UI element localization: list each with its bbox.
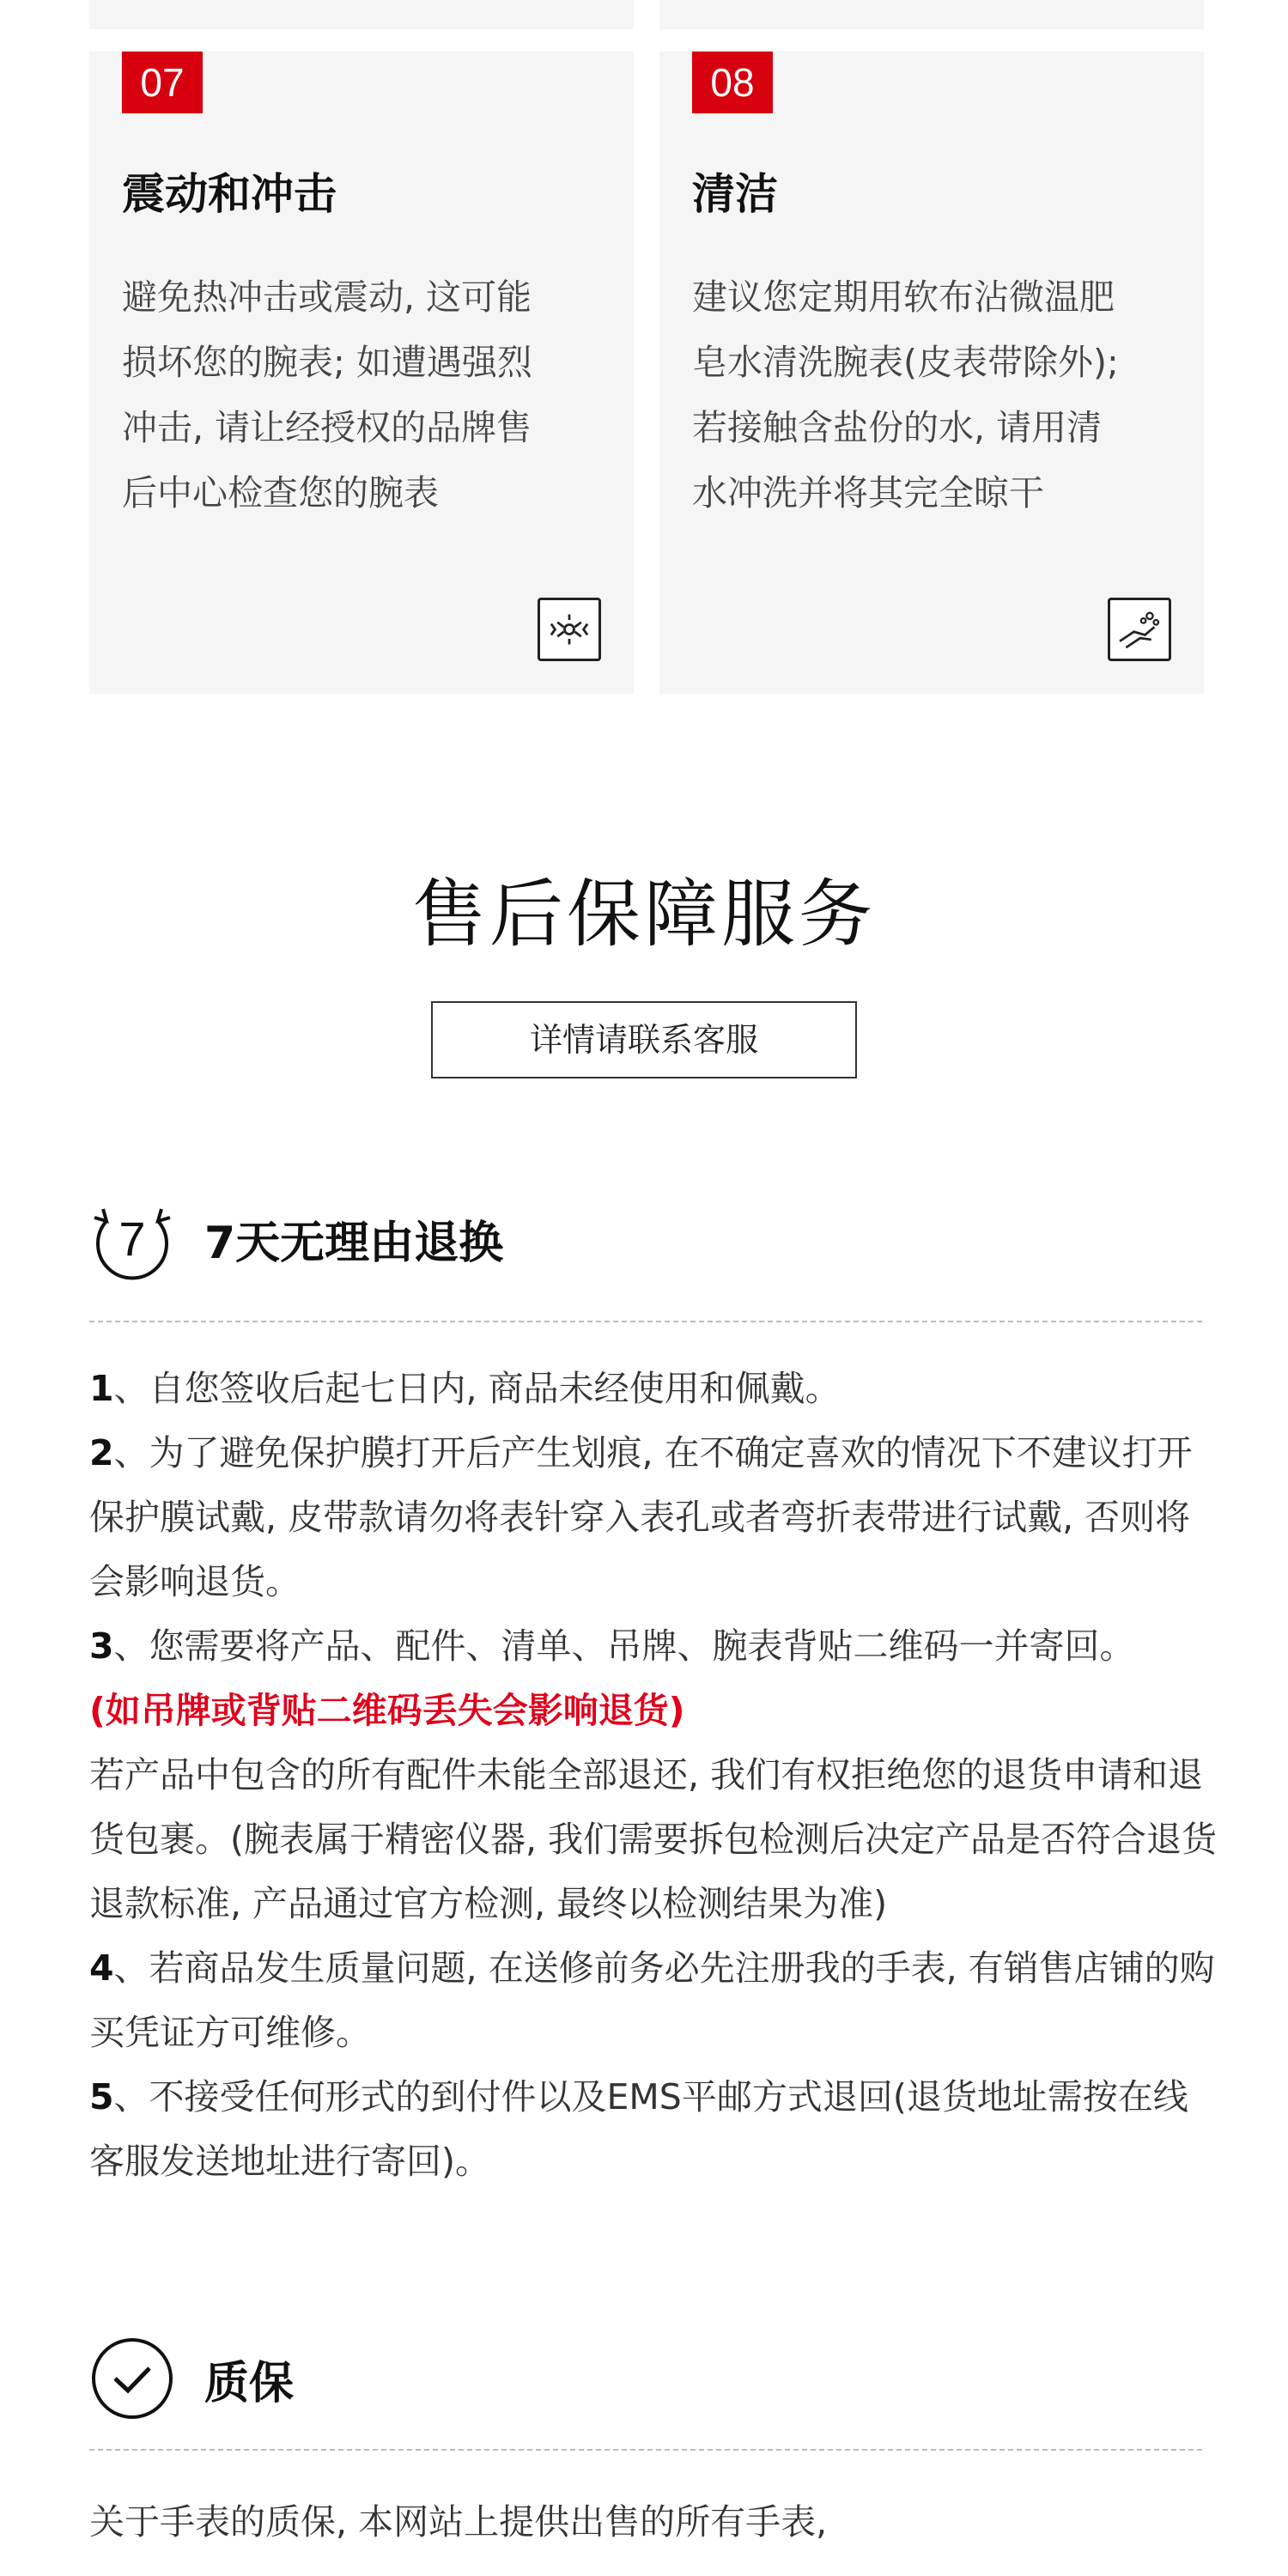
return-policy-header [89,1195,503,1281]
list-item: 4、若商品发生质量问题, 在送修前务必先注册我的手表, 有销售店铺的购买凭证方可维修。 [89,1947,1215,2053]
list-item: 2、为了避免保护膜打开后产生划痕, 在不确定喜欢的情况下不建议打开保护膜试戴, 皮带款请勿将表针穿入表孔或者弯折表带进行试戴, 否则将会影响退货。 [89,1432,1193,1602]
warranty-body [89,2490,1223,2555]
seven-day-icon-digit: 7 [118,1212,146,1266]
card-description: 避免热冲击或震动, 这可能损坏您的腕表; 如遭遇强烈冲击, 请让经授权的品牌售后中心检查您的腕表 [122,276,532,513]
card-number-badge: 08 [692,52,773,113]
previous-card-left [89,0,634,29]
card-title: 清洁 [692,169,778,219]
cleaning-icon [1108,598,1171,661]
list-item: 3、您需要将产品、配件、清单、吊牌、腕表背贴二维码一并寄回。 [89,1625,1135,1667]
card-number-badge: 07 [122,52,203,113]
warranty-intro: 关于手表的质保, 本网站上提供出售的所有手表, [89,2501,828,2543]
card-description: 建议您定期用软布沾微温肥皂水清洗腕表(皮表带除外); 若接触含盐份的水, 请用清水冲洗并将其完全晾干 [692,276,1119,513]
list-item: 1、自您签收后起七日内, 商品未经使用和佩戴。 [89,1368,841,1409]
check-circle-icon [89,2336,175,2421]
care-card-cleaning [659,52,1204,694]
warranty-heading: 质保 [204,2357,295,2409]
seven-day-icon [89,1195,175,1281]
service-section-title: 售后保障服务 [412,872,876,957]
return-policy-list [89,1357,1223,2194]
care-card-shock [89,52,634,694]
warranty-header [89,2336,294,2421]
divider [89,2449,1202,2451]
return-extra-note: 若产品中包含的所有配件未能全部退还, 我们有权拒绝您的退货申请和退货包裹。(腕表属于精密仪器, 我们需要拆包检测后决定产品是否符合退货退款标准, 产品通过官方检测, 最终以检测结果为准) [89,1754,1218,1924]
contact-customer-service-button[interactable]: 详情请联系客服 [431,1001,857,1078]
return-policy-heading: 7天无理由退换 [204,1217,504,1269]
card-title: 震动和冲击 [122,169,337,219]
shock-icon [538,598,601,661]
return-warning-note: (如吊牌或背贴二维码丢失会影响退货) [89,1690,685,1731]
previous-card-right [659,0,1204,29]
list-item: 5、不接受任何形式的到付件以及EMS平邮方式退回(退货地址需按在线客服发送地址进行寄回)。 [89,2076,1188,2182]
divider [89,1321,1202,1322]
